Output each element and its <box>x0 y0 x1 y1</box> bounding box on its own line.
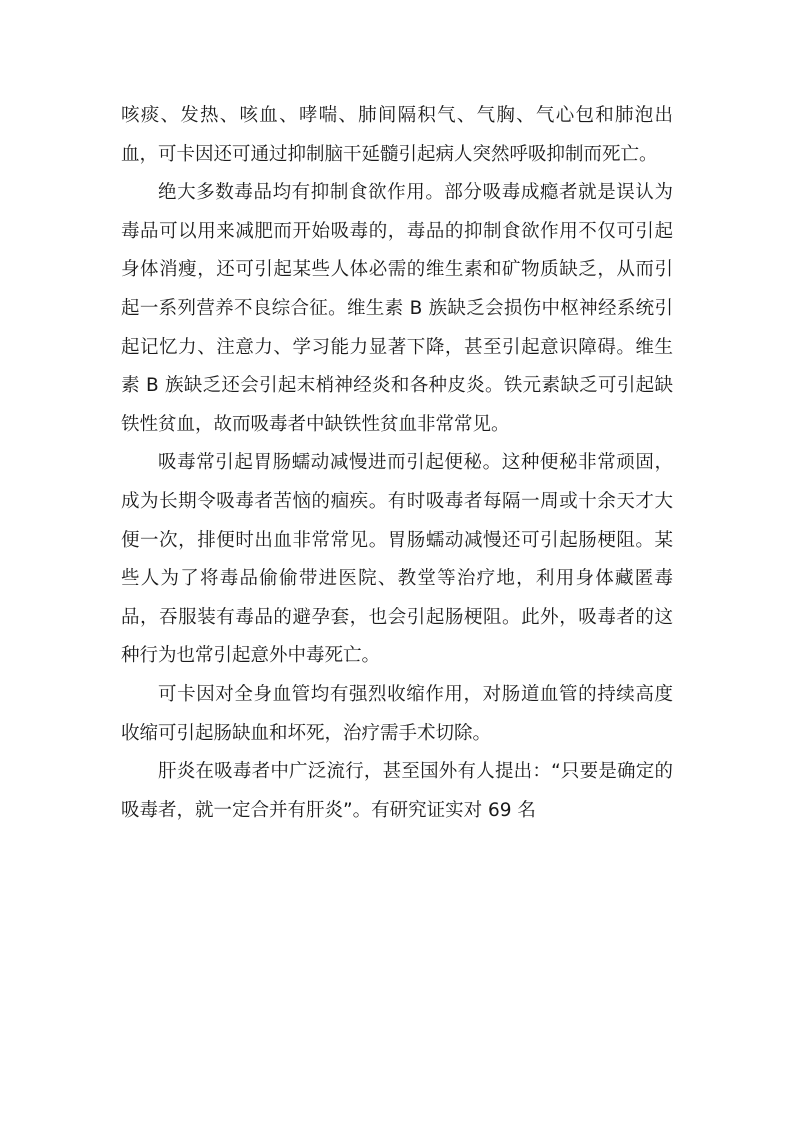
document-body <box>121 97 673 830</box>
paragraph-cocaine-vasoconstriction: 可卡因对全身血管均有强烈收缩作用，对肠道血管的持续高度收缩可引起肠缺血和坏死，治疗需手术切除。 <box>121 683 673 744</box>
paragraph-constipation: 吸毒常引起胃肠蠕动减慢进而引起便秘。这种便秘非常顽固，成为长期令吸毒者苦恼的痼疾。有时吸毒者每隔一周或十余天才大便一次，排便时出血非常常见。胃肠蠕动减慢还可引起肠梗阻。某些人为了将毒品偷偷带进医院、教堂等治疗地，利用身体藏匿毒品，吞服装有毒品的避孕套，也会引起肠梗阻。此外，吸毒者的这种行为也常引起意外中毒死亡。 <box>121 452 673 667</box>
paragraph-respiratory-effects: 咳痰、发热、咳血、哮喘、肺间隔积气、气胸、气心包和肺泡出血，可卡因还可通过抑制脑干延髓引起病人突然呼吸抑制而死亡。 <box>121 105 673 165</box>
paragraph-appetite-suppression: 绝大多数毒品均有抑制食欲作用。部分吸毒成瘾者就是误认为毒品可以用来减肥而开始吸毒的，毒品的抑制食欲作用不仅可引起身体消瘦，还可引起某些人体必需的维生素和矿物质缺乏，从而引起一系列营养不良综合征。维生素 B 族缺乏会损伤中枢神经系统引起记忆力、注意力、学习能力显著下降，甚至引起意识障碍。维生素 B 族缺乏还会引起末梢神经炎和各种皮炎。铁元素缺乏可引起缺铁性贫血，故而吸毒者中缺铁性贫血非常常见。 <box>121 182 673 435</box>
paragraph-hepatitis: 肝炎在吸毒者中广泛流行，甚至国外有人提出：“只要是确定的吸毒者，就一定合并有肝炎”。有研究证实对 69 名 <box>121 761 673 821</box>
